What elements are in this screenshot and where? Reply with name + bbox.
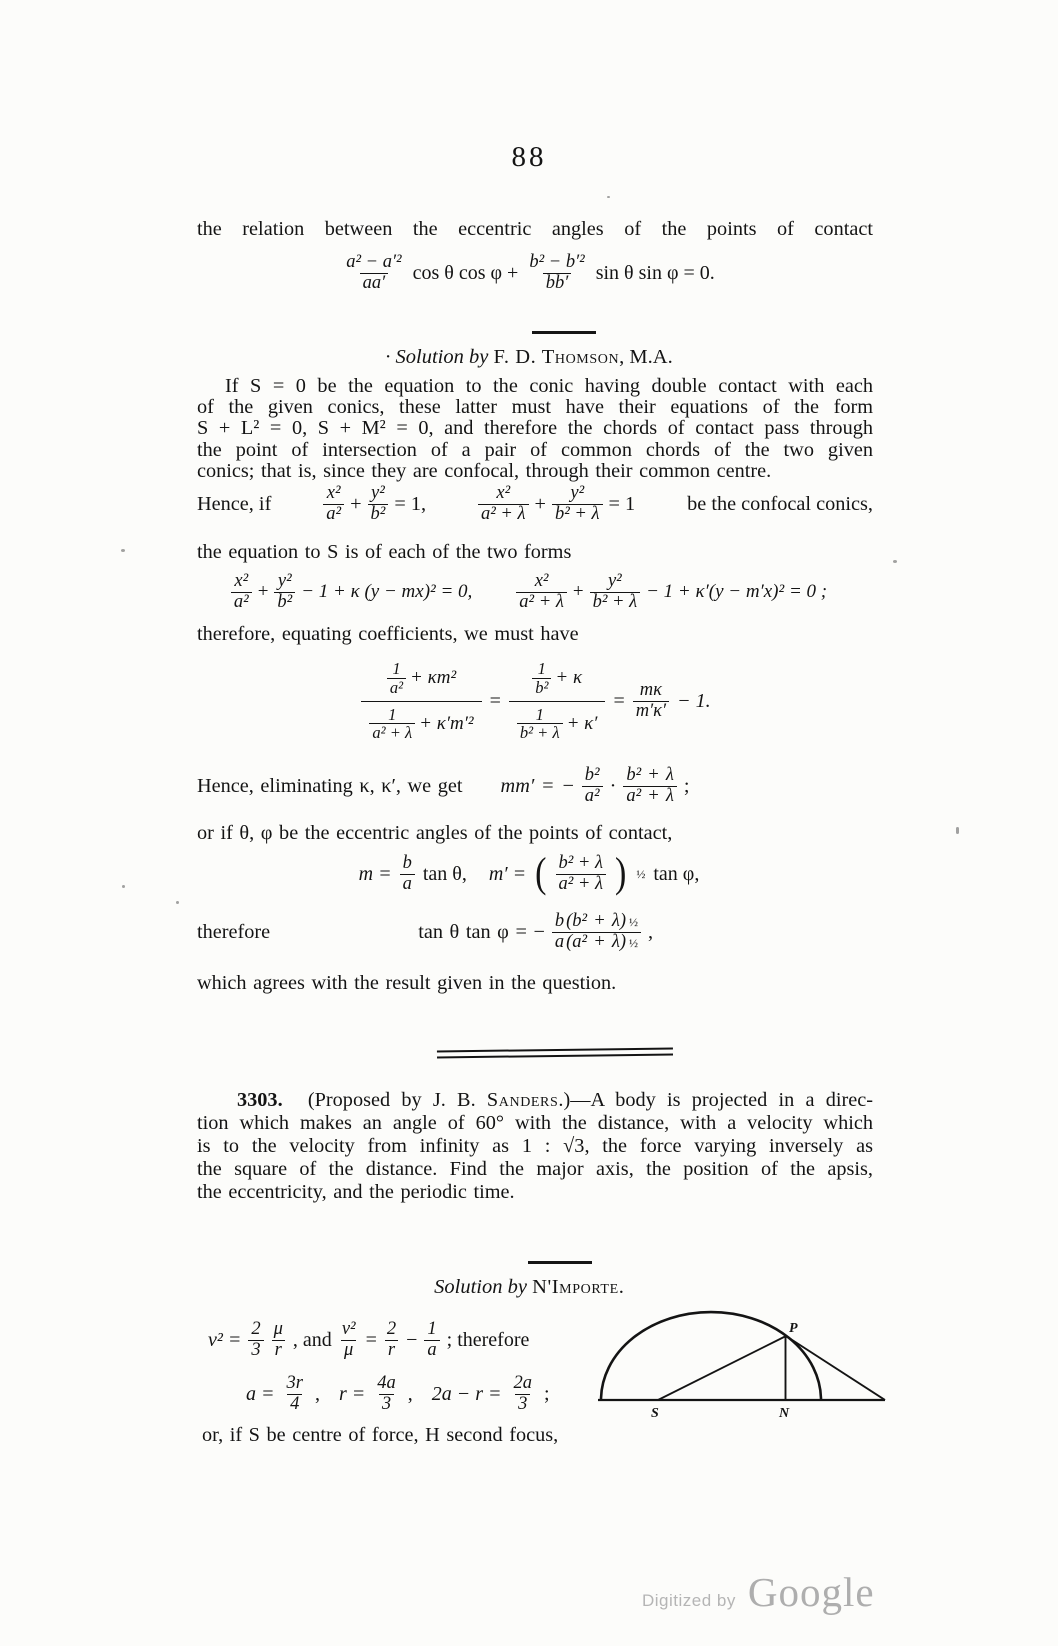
numerator — [524, 658, 590, 701]
formula-text: + κ′m′² — [419, 712, 474, 734]
fraction — [284, 1374, 306, 1415]
heading-prefix: Solution by — [434, 1276, 527, 1298]
problem-line — [197, 1089, 873, 1112]
fraction — [384, 1320, 399, 1361]
rule-bar — [437, 1048, 673, 1053]
comma: , — [407, 1382, 413, 1405]
numerator: μ — [273, 1319, 283, 1339]
exponent: ½ — [636, 866, 646, 881]
operator: · — [609, 774, 617, 797]
formula-text: − 1. — [677, 689, 711, 712]
paragraph-line: conics; that is, since they are confocal, through their common centre. — [197, 459, 772, 482]
line-text: therefore — [197, 920, 271, 943]
fraction — [478, 484, 529, 525]
denominator: bb′ — [543, 273, 572, 294]
equals: = 1 — [608, 492, 636, 515]
denominator: a² — [387, 678, 406, 697]
formula-text: (b² + λ) — [566, 910, 627, 931]
formula-text: r = — [338, 1382, 366, 1405]
numerator: 2a — [513, 1373, 533, 1393]
problem-line: the eccentricity, and the periodic time. — [197, 1180, 515, 1203]
scan-speck — [122, 885, 125, 888]
formula-text: v² = — [208, 1328, 242, 1351]
formula-text: tan θ, — [422, 862, 467, 885]
formula-text: 2a − r = — [431, 1382, 502, 1405]
fraction — [590, 572, 641, 613]
fraction — [517, 706, 563, 743]
operator: + — [534, 492, 546, 515]
fraction — [339, 1320, 359, 1361]
fraction — [323, 484, 344, 525]
watermark-text: Digitized by — [642, 1591, 736, 1610]
denominator: a² + λ — [556, 874, 607, 895]
rule-bar — [437, 1054, 673, 1059]
denominator: aa′ — [360, 273, 389, 294]
denominator: r — [385, 1340, 398, 1361]
scan-speck — [607, 196, 610, 198]
numerator: b² + λ — [558, 852, 604, 873]
problem-number: 3303. — [237, 1089, 283, 1111]
heading-suffix: , M.A. — [619, 346, 673, 368]
problem-3303 — [197, 1089, 873, 1204]
problem-text: .)—A body is projected in a direc- — [558, 1089, 873, 1111]
numerator: x² — [496, 482, 511, 503]
numerator: 3r — [286, 1373, 303, 1393]
formula-group — [231, 572, 472, 613]
label-N: N — [779, 1406, 790, 1421]
fraction — [387, 660, 406, 697]
fraction — [374, 1374, 399, 1415]
formula-text: , and — [292, 1328, 332, 1351]
fraction — [532, 660, 551, 697]
section-divider-rule — [528, 1261, 592, 1264]
numerator: b — [402, 852, 412, 873]
denominator — [509, 701, 606, 745]
two-forms-equation — [0, 564, 1058, 620]
numerator: b² — [584, 764, 600, 785]
formula-text: + κ — [555, 667, 583, 689]
formula-text: ; — [683, 774, 690, 797]
denominator: m′κ′ — [633, 701, 669, 722]
operator: + — [257, 581, 269, 602]
numerator: 4a — [377, 1373, 396, 1393]
numerator: b² + λ — [626, 764, 674, 785]
fraction — [248, 1320, 263, 1361]
line-P-to-vertex — [786, 1336, 885, 1400]
numerator: a² − a′² — [346, 251, 402, 272]
formula-text: a = — [246, 1382, 275, 1405]
denominator: b² — [274, 592, 295, 613]
numerator: 1 — [388, 704, 397, 724]
numerator: 1 — [392, 658, 401, 678]
fraction — [368, 484, 389, 525]
or-if-line: or if θ, φ be the eccentric angles of the points of contact, — [197, 822, 673, 844]
solution-heading-thomson — [0, 346, 1058, 369]
scan-speck — [176, 901, 179, 904]
line-text: be the confocal conics, — [687, 492, 873, 515]
google-logo: Google — [747, 1569, 875, 1615]
line-text: Hence, if — [197, 492, 272, 515]
denominator — [361, 701, 481, 745]
orbit-geometry-figure — [593, 1303, 893, 1425]
formula-text: , — [648, 920, 654, 943]
line-text: Hence, eliminating κ, κ′, we get — [197, 774, 463, 797]
denominator: a² — [582, 786, 603, 807]
formula-group — [516, 572, 827, 613]
right-paren: ) — [615, 850, 627, 897]
heading-prefix: · Solution by — [385, 346, 489, 368]
formula-group — [323, 484, 426, 525]
proposer-name: Sanders — [486, 1089, 559, 1111]
solver-name: F. D. Thomson — [493, 346, 620, 368]
exponent: ½ — [629, 914, 639, 929]
denominator: a² — [323, 504, 344, 525]
equals: = — [613, 689, 625, 712]
label-P: P — [789, 1321, 798, 1336]
axis-equation — [246, 1374, 550, 1415]
solution-paragraph — [197, 376, 873, 482]
numerator: x² — [534, 570, 549, 591]
equals: = 1, — [394, 492, 427, 515]
double-rule — [437, 1048, 673, 1063]
coefficients-equation — [0, 648, 1058, 754]
exponent: ½ — [629, 935, 639, 950]
left-paren: ( — [535, 850, 547, 897]
formula-text: sin θ sin φ = 0. — [595, 261, 715, 284]
velocity-equation — [208, 1320, 529, 1361]
formula-text: tan φ, — [653, 862, 700, 885]
scan-speck — [956, 827, 959, 834]
numerator: x² — [326, 482, 341, 503]
fraction — [343, 253, 404, 294]
fraction — [400, 854, 415, 895]
scan-speck — [893, 560, 897, 563]
formula-text: + κ′ — [566, 712, 598, 734]
paragraph-line: the point of intersection of a pair of common chords of the two given — [197, 438, 873, 461]
denominator: a² + λ — [623, 786, 677, 807]
formula-text: + κm² — [410, 667, 457, 689]
numerator: 2 — [251, 1319, 261, 1339]
solver-name: N'Importe — [532, 1276, 619, 1298]
fraction — [633, 681, 669, 722]
fraction — [526, 253, 587, 294]
big-fraction — [509, 658, 606, 744]
denominator: a² + λ — [478, 504, 529, 525]
denominator: a² + λ — [516, 592, 567, 613]
tan-formula — [418, 912, 653, 953]
intro-text-line: the relation between the eccentric angles of the points of contact — [197, 218, 873, 240]
closing-line: which agrees with the result given in the question. — [197, 972, 617, 994]
formula-text: b — [554, 910, 565, 931]
fraction — [556, 854, 607, 895]
numerator: 1 — [535, 704, 544, 724]
paragraph-line: If S = 0 be the equation to the conic having double contact with each — [225, 375, 873, 397]
formula-text: ; therefore — [446, 1328, 530, 1351]
formula-text: m′ = — [488, 862, 527, 885]
scan-speck — [121, 549, 125, 552]
formula-text: cos θ cos φ + — [412, 261, 519, 284]
denominator: 3 — [248, 1340, 263, 1361]
operator: + — [350, 492, 362, 515]
equals: = — [365, 1328, 377, 1351]
fraction — [623, 766, 677, 807]
formula-group — [478, 484, 635, 525]
numerator: 1 — [427, 1319, 437, 1339]
fraction — [552, 484, 603, 525]
numerator: mκ — [639, 679, 663, 700]
equating-line: therefore, equating coefficients, we must have — [197, 623, 579, 645]
solution-heading-nimporte — [0, 1276, 1058, 1299]
fraction — [424, 1320, 439, 1361]
fraction — [369, 706, 415, 743]
problem-line: is to the velocity from infinity as 1 : √3, the force varying inversely as — [197, 1134, 873, 1157]
or-if-s-line: or, if S be centre of force, H second focus, — [202, 1424, 559, 1446]
numerator — [379, 658, 464, 701]
numerator: y² — [570, 482, 585, 503]
denominator: b² + λ — [552, 504, 603, 525]
formula-text: tan θ tan φ = − — [418, 920, 545, 943]
fraction — [516, 572, 567, 613]
line-S-to-P — [658, 1336, 786, 1400]
formula-text: − 1 + κ (y − mx)² = 0, — [301, 581, 473, 602]
denominator: a² — [231, 592, 252, 613]
comma: , — [314, 1382, 320, 1405]
denominator: 4 — [287, 1394, 302, 1415]
mm-formula — [501, 766, 690, 807]
denominator: a — [424, 1340, 439, 1361]
formula-text: a — [554, 931, 565, 952]
numerator: y² — [607, 570, 622, 591]
numerator: 1 — [537, 658, 546, 678]
numerator: y² — [277, 570, 292, 591]
page-number: 88 — [511, 141, 547, 173]
hence-if-line — [197, 477, 873, 531]
fraction — [274, 572, 295, 613]
big-fraction — [361, 658, 481, 744]
forms-intro-line: the equation to S is of each of the two forms — [197, 541, 572, 563]
numerator — [552, 912, 641, 932]
operator: + — [572, 581, 584, 602]
m-equation — [0, 846, 1058, 902]
denominator: b² + λ — [590, 592, 641, 613]
numerator: v² — [341, 1319, 356, 1339]
fraction — [511, 1374, 536, 1415]
denominator: a² + λ — [369, 723, 415, 742]
problem-line: tion which makes an angle of 60° with the distance, with a velocity which — [197, 1111, 873, 1134]
equals: = — [489, 689, 501, 712]
fraction — [552, 912, 641, 953]
label-S: S — [651, 1406, 659, 1421]
fraction — [271, 1320, 286, 1361]
numerator: b² − b′² — [529, 251, 585, 272]
numerator: 2 — [386, 1319, 397, 1339]
numerator: y² — [371, 482, 385, 503]
watermark — [642, 1568, 875, 1616]
denominator: a — [400, 874, 415, 895]
section-divider-rule — [532, 331, 596, 334]
denominator: 3 — [379, 1394, 394, 1415]
numerator: x² — [234, 570, 249, 591]
paragraph-line: S + L² = 0, S + M² = 0, and therefore the chords of contact pass through — [197, 417, 873, 440]
problem-text: (Proposed by J. B. — [307, 1089, 476, 1111]
formula-text: − 1 + κ′(y − m′x)² = 0 ; — [646, 581, 828, 602]
fraction — [231, 572, 252, 613]
fraction — [582, 766, 603, 807]
paragraph-line: of the given conics, these latter must have their equations of the form — [197, 396, 873, 419]
heading-suffix: . — [618, 1276, 624, 1298]
therefore-tan-line — [197, 903, 917, 961]
formula-text: (a² + λ) — [566, 931, 627, 952]
operator: − — [406, 1328, 418, 1351]
denominator: r — [272, 1340, 285, 1361]
formula-text: m = — [358, 862, 392, 885]
denominator: b² + λ — [517, 723, 563, 742]
denominator: μ — [341, 1340, 356, 1361]
eliminating-line — [197, 760, 897, 812]
problem-line: the square of the distance. Find the major axis, the position of the apsis, — [197, 1157, 873, 1180]
denominator: 3 — [515, 1394, 530, 1415]
formula-text: mm′ = − — [500, 774, 575, 797]
denominator — [552, 932, 641, 953]
intro-formula — [0, 247, 1058, 299]
semicolon: ; — [544, 1382, 550, 1405]
denominator: b² — [368, 504, 389, 525]
denominator: b² — [532, 678, 551, 697]
ellipse-arc — [601, 1312, 821, 1400]
